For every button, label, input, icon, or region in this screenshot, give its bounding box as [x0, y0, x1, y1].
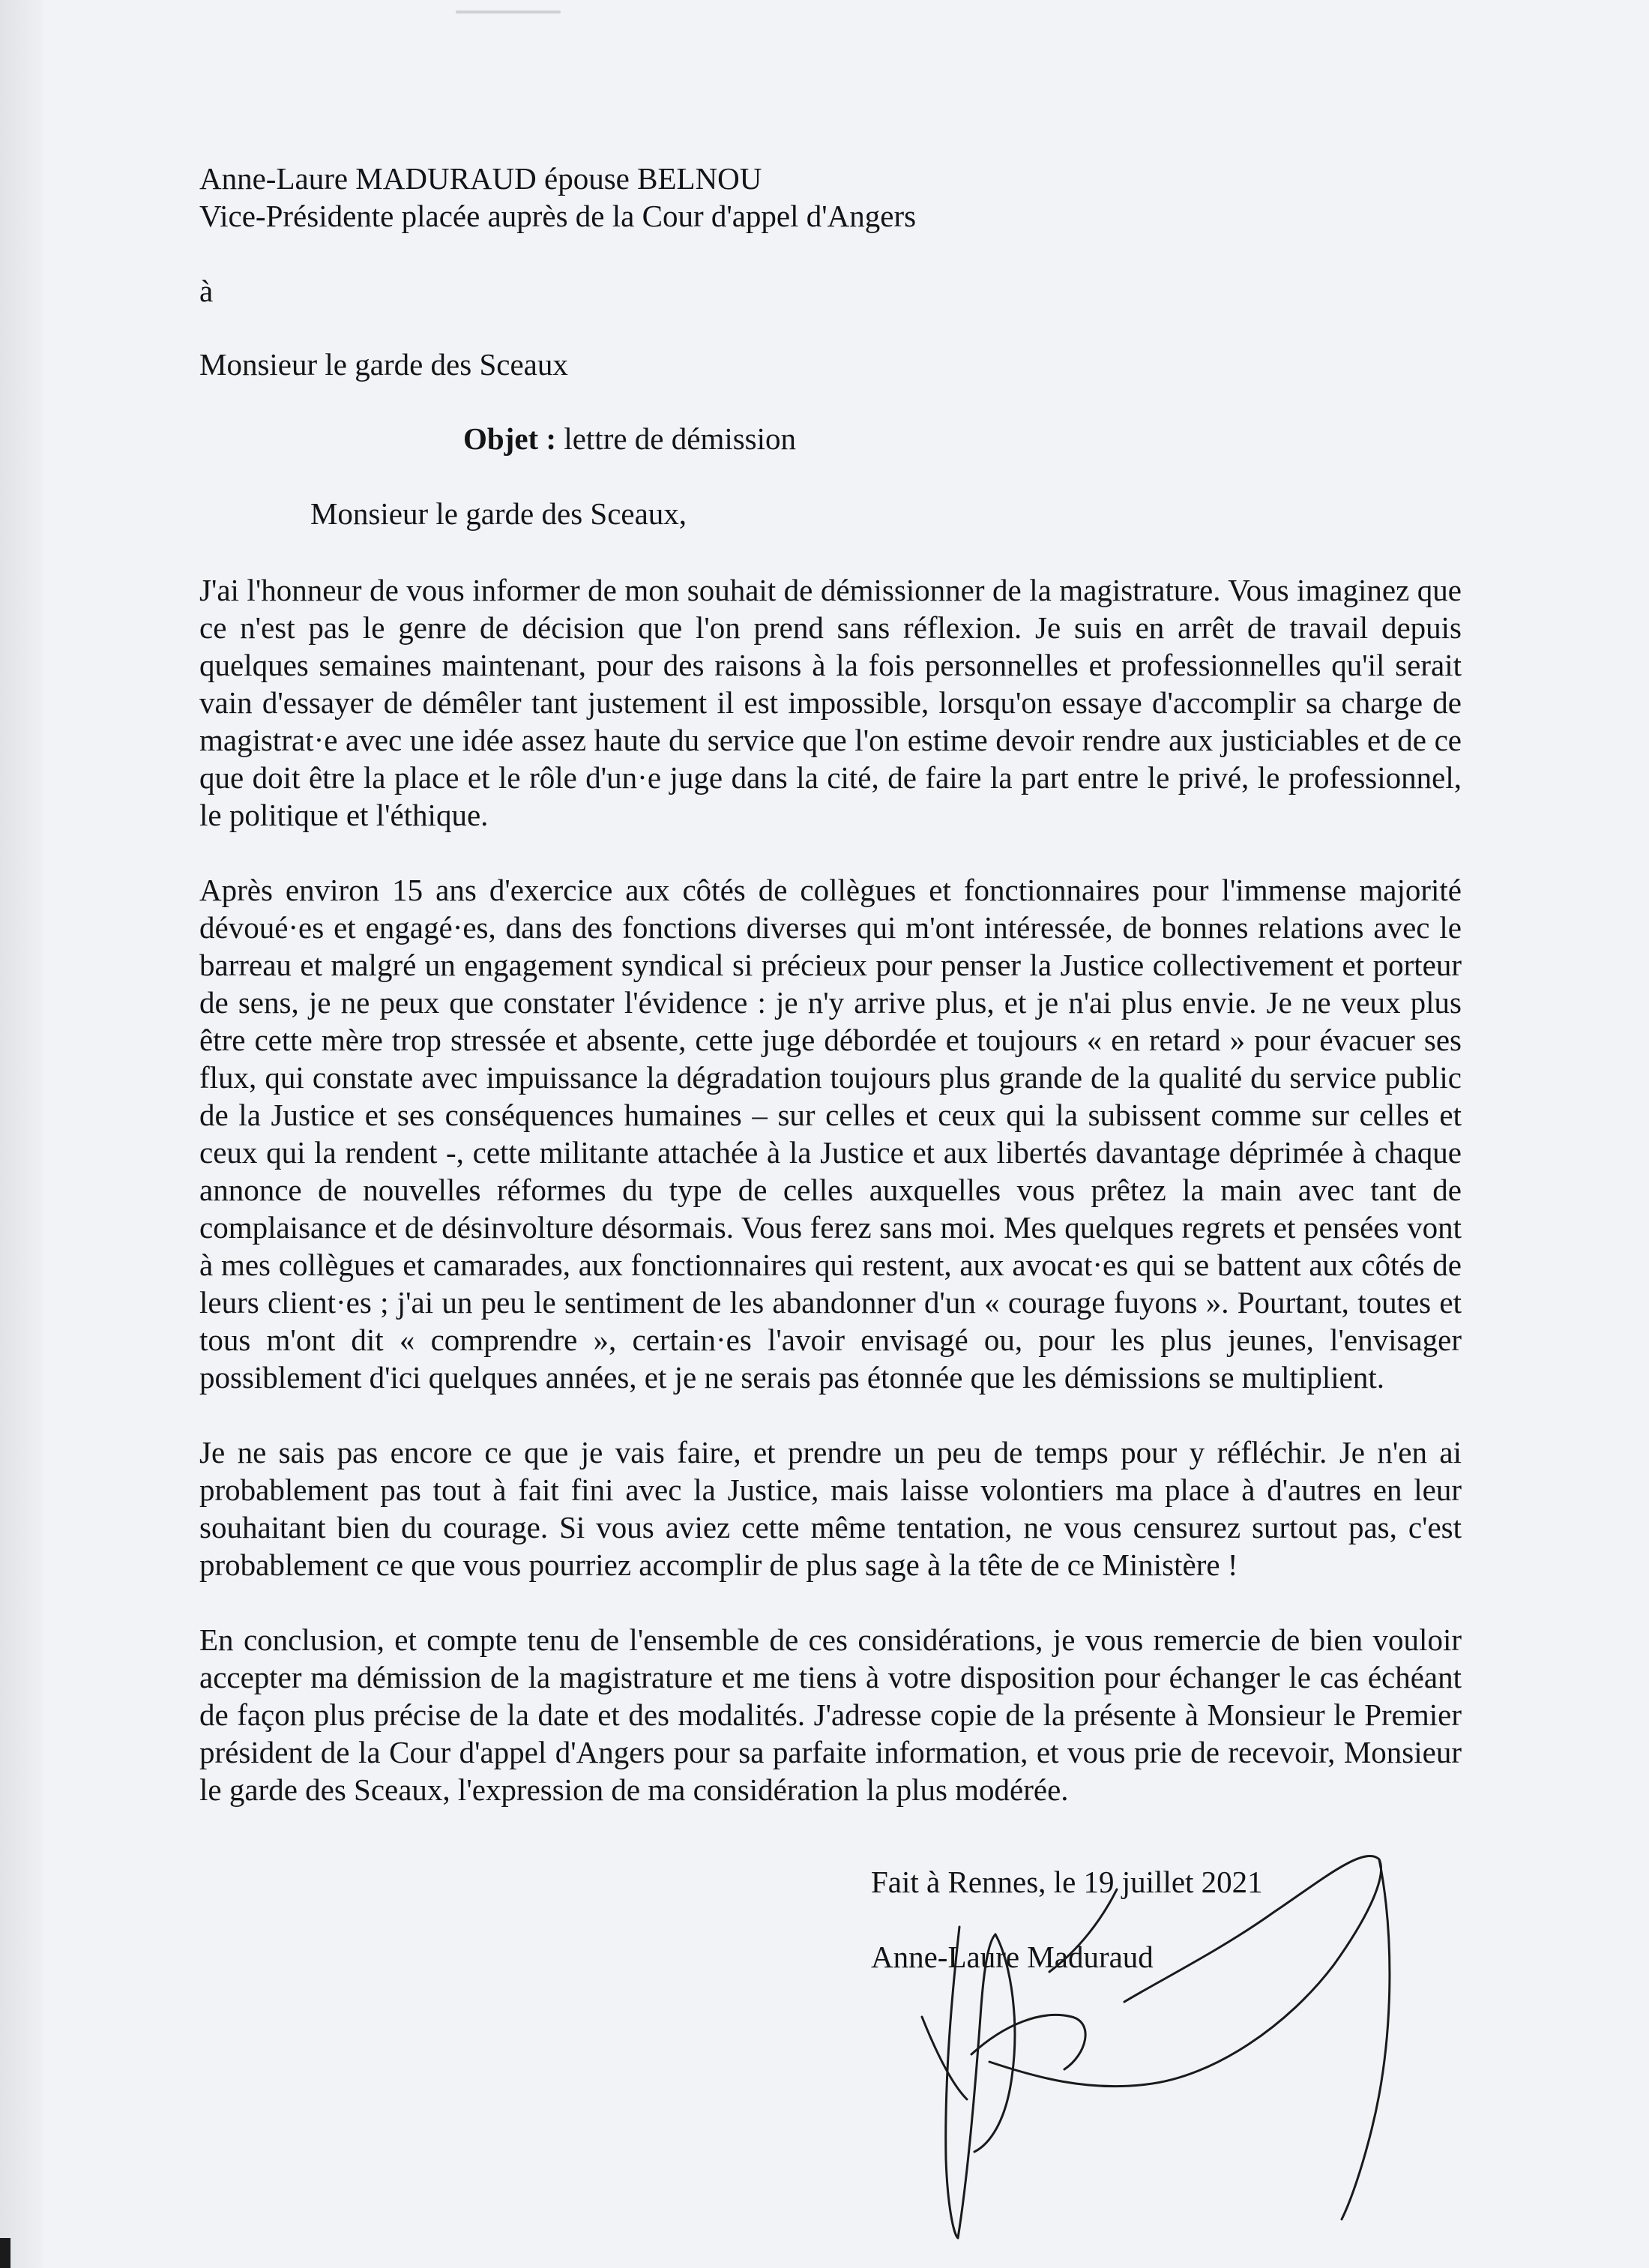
- salutation: Monsieur le garde des Sceaux,: [310, 496, 687, 531]
- place-date: Fait à Rennes, le 19 juillet 2021: [871, 1865, 1263, 1899]
- subject-text: lettre de démission: [556, 421, 797, 456]
- to-word: à: [199, 274, 214, 308]
- recipient: Monsieur le garde des Sceaux: [199, 347, 568, 382]
- signatory-name: Anne-Laure Maduraud: [871, 1940, 1154, 1974]
- body-paragraph: Je ne sais pas encore ce que je vais faire, et prendre un peu de temps pour y réfléchir. Je n'en ai probablement pas tout à fait fini avec la Justice, mais laisse volontiers ma place à d'autres en leur souhaitant bien du courage. Si vous aviez cette même tentation, ne vous censurez surtout pas, c'est probablement ce que vous pourriez accomplir de plus sage à la tête de ce Ministère !: [199, 1435, 1462, 1582]
- scan-mark: [456, 10, 561, 13]
- sender-block: [199, 160, 916, 235]
- scan-edge-shadow: [0, 0, 43, 2268]
- letter-body: [199, 571, 1462, 1846]
- scan-corner-mark: [0, 2238, 10, 2268]
- subject-label: Objet :: [462, 421, 557, 456]
- subject-line: [0, 420, 1259, 457]
- body-paragraph: En conclusion, et compte tenu de l'ensemble de ces considérations, je vous remercie de bien vouloir accepter ma démission de la magistrature et me tiens à votre disposition pour échanger le cas échéant de façon plus précise de la date et des modalités. J'adresse copie de la présente à Monsieur le Premier président de la Cour d'appel d'Angers pour sa parfaite information, et vous prie de recevoir, Monsieur le garde des Sceaux, l'expression de ma considération la plus modérée.: [199, 1622, 1462, 1807]
- sender-title: Vice-Présidente placée auprès de la Cour d'appel d'Angers: [199, 199, 917, 233]
- sender-name: Anne-Laure MADURAUD épouse BELNOU: [199, 161, 762, 196]
- body-paragraph: Après environ 15 ans d'exercice aux côtés de collègues et fonctionnaires pour l'immense majorité dévoué·es et engagé·es, dans des fonctions diverses qui m'ont intéressée, de bonnes relations avec le barreau et malgré un engagement syndical si précieux pour penser la Justice collectivement et porteur de sens, je ne peux que constater l'évidence : je n'y arrive plus, et je n'ai plus envie. Je ne veux plus être cette mère trop stressée et absente, cette juge débordée et toujours « en retard » pour évacuer ses flux, qui constate avec impuissance la dégradation toujours plus grande de la qualité du service public de la Justice et ses conséquences humaines – sur celles et ceux qui la subissent comme sur celles et ceux qui la rendent -, cette militante attachée à la Justice et aux libertés davantage déprimée à chaque annonce de nouvelles réformes du type de celles auxquelles vous prêtez la main avec tant de complaisance et de désinvolture désormais. Vous ferez sans moi. Mes quelques regrets et pensées vont à mes collègues et camarades, aux fonctionnaires qui restent, aux avocat·es qui se battent aux côtés de leurs client·es ; j'ai un peu le sentiment de les abandonner d'un « courage fuyons ». Pourtant, toutes et tous m'ont dit « comprendre », certain·es l'avoir envisagé ou, pour les plus jeunes, l'envisager possiblement d'ici quelques années, et je ne serais pas étonnée que les démissions se multiplient.: [199, 873, 1462, 1395]
- body-paragraph: J'ai l'honneur de vous informer de mon souhait de démissionner de la magistrature. Vous imaginez que ce n'est pas le genre de décision que l'on prend sans réflexion. Je suis en arrêt de travail depuis quelques semaines maintenant, pour des raisons à la fois personnelles et professionnelles qu'il serait vain d'essayer de démêler tant justement il est impossible, lorsqu'on essaye d'accomplir sa charge de magistrat·e avec une idée assez haute du service que l'on estime devoir rendre aux justiciables et de ce que doit être la place et le rôle d'un·e juge dans la cité, de faire la part entre le privé, le professionnel, le politique et l'éthique.: [199, 573, 1462, 832]
- handwritten-signature: [899, 1829, 1424, 2249]
